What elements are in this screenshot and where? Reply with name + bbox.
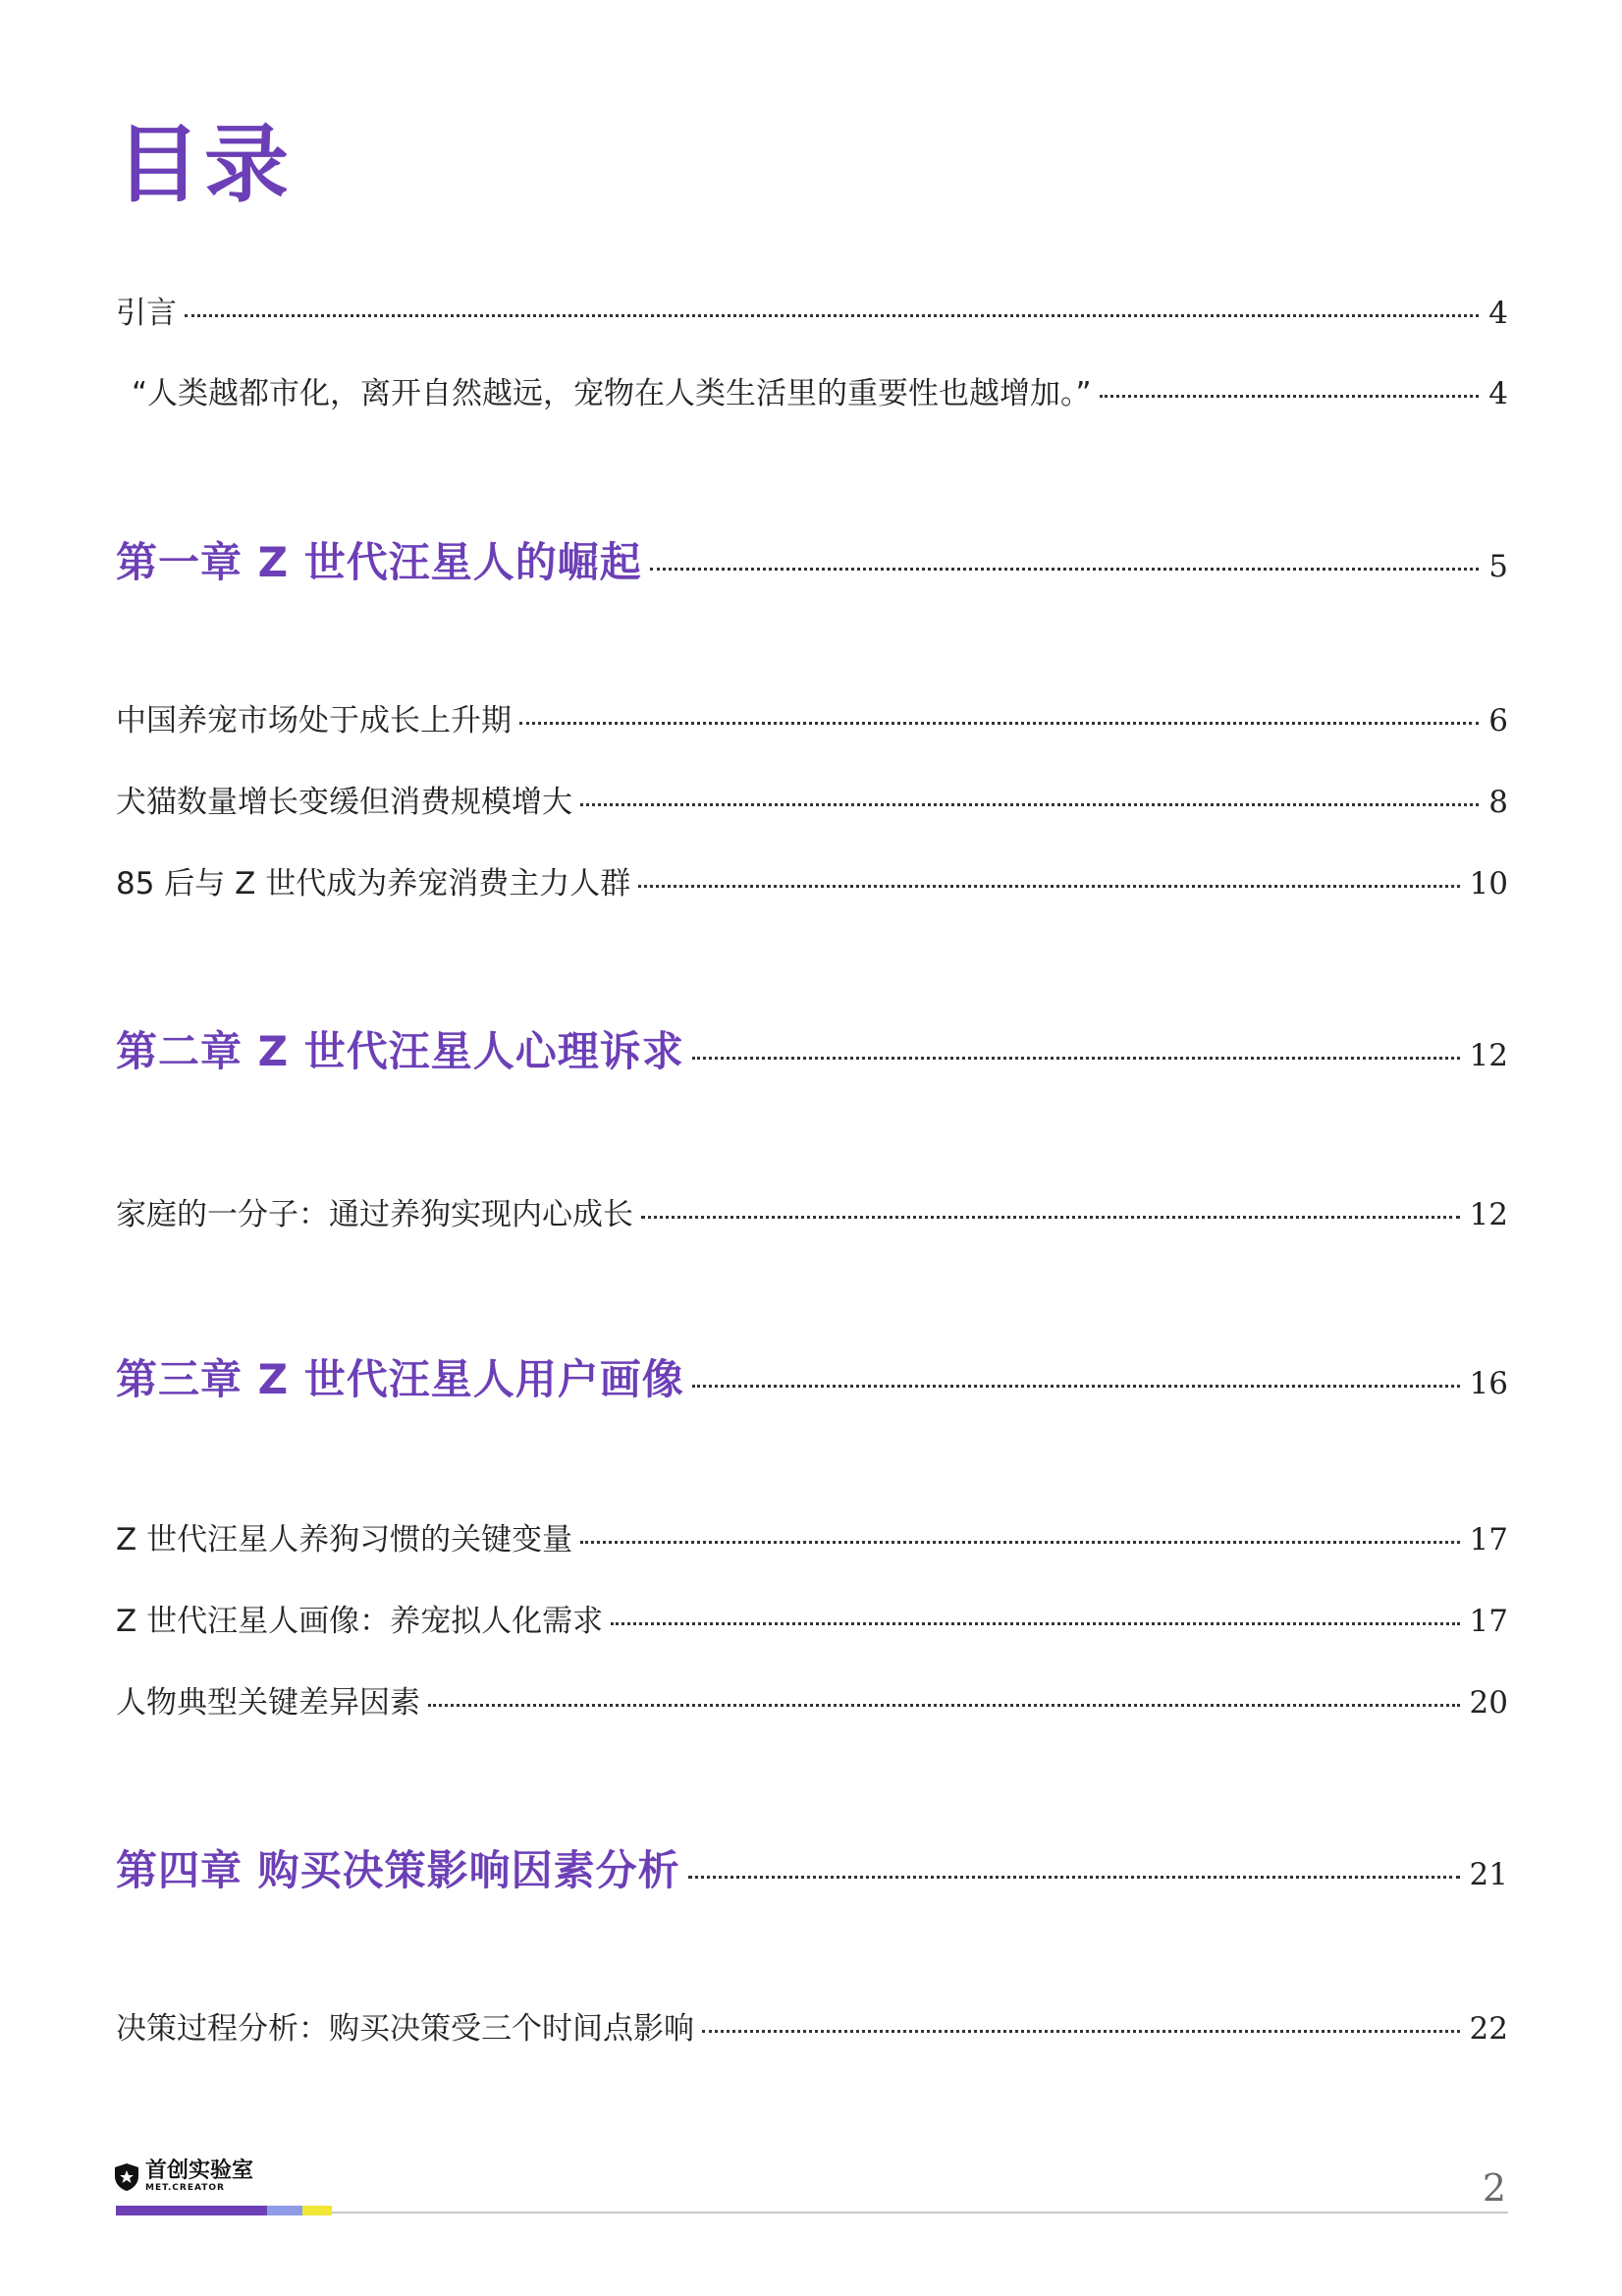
toc-entry-page: 20 <box>1469 1685 1508 1721</box>
toc-chapter-3[interactable] <box>116 1347 1508 1406</box>
footer-accent-bar-yellow <box>302 2206 332 2215</box>
dot-leader <box>185 314 1479 317</box>
dot-leader <box>692 1385 1460 1388</box>
toc-entry-page: 6 <box>1488 703 1508 738</box>
toc-chapter-label: 第三章 Z 世代汪星人用户画像 <box>116 1355 684 1403</box>
toc-entry-page: 10 <box>1469 866 1508 902</box>
toc-entry-page: 4 <box>1488 296 1508 331</box>
toc-entry-page: 12 <box>1469 1038 1508 1073</box>
toc-entry-label: 犬猫数量增长变缓但消费规模增大 <box>116 785 572 820</box>
toc-entry-3-2[interactable] <box>116 1596 1508 1640</box>
dot-leader <box>1100 395 1480 398</box>
dot-leader <box>580 803 1479 806</box>
toc-entry-page: 16 <box>1469 1366 1508 1401</box>
toc-entry-label: Z 世代汪星人养狗习惯的关键变量 <box>116 1522 573 1558</box>
toc-entry-1-3[interactable] <box>116 858 1508 902</box>
dot-leader <box>650 568 1480 571</box>
toc-entry-label: 中国养宠市场处于成长上升期 <box>116 703 512 738</box>
dot-leader <box>638 885 1459 888</box>
toc-entry-1-1[interactable] <box>116 695 1508 739</box>
toc-chapter-4[interactable] <box>116 1838 1508 1897</box>
toc-entry-2-1[interactable] <box>116 1189 1508 1233</box>
toc-entry-page: 17 <box>1469 1604 1508 1639</box>
toc-chapter-1[interactable] <box>116 530 1508 589</box>
dot-leader <box>692 1057 1460 1060</box>
dot-leader <box>428 1704 1460 1707</box>
dot-leader <box>702 2030 1460 2033</box>
page-number: 2 <box>1482 2166 1506 2210</box>
toc-entry-label: 家庭的一分子：通过养狗实现内心成长 <box>116 1197 633 1232</box>
toc-entry-3-3[interactable] <box>116 1677 1508 1722</box>
logo-text-cn: 首创实验室 <box>145 2159 254 2183</box>
toc-entry-page: 21 <box>1469 1857 1508 1892</box>
toc-entry-3-1[interactable] <box>116 1514 1508 1558</box>
toc-entry-page: 4 <box>1488 376 1508 411</box>
toc-entry-intro[interactable] <box>116 288 1508 332</box>
dot-leader <box>688 1876 1460 1879</box>
toc-entry-label: “人类越都市化，离开自然越远，宠物在人类生活里的重要性也越增加。” <box>132 376 1092 411</box>
toc-entry-page: 5 <box>1488 549 1508 584</box>
toc-entry-page: 12 <box>1469 1197 1508 1232</box>
toc-entry-label: 85 后与 Z 世代成为养宠消费主力人群 <box>116 866 631 902</box>
dot-leader <box>580 1541 1459 1544</box>
toc-entry-label: 引言 <box>116 296 177 331</box>
dot-leader <box>611 1622 1459 1625</box>
toc-entry-label: Z 世代汪星人画像：养宠拟人化需求 <box>116 1604 604 1639</box>
shield-logo-icon <box>114 2162 139 2192</box>
logo-text-en: MET.CREATOR <box>145 2183 225 2193</box>
toc-chapter-2[interactable] <box>116 1019 1508 1078</box>
toc-entry-page: 17 <box>1469 1522 1508 1558</box>
toc-entry-quote[interactable] <box>116 368 1508 412</box>
toc-chapter-label: 第二章 Z 世代汪星人心理诉求 <box>116 1027 684 1075</box>
toc-entry-page: 8 <box>1488 785 1508 820</box>
toc-entry-label: 人物典型关键差异因素 <box>116 1685 420 1721</box>
toc-entry-label: 决策过程分析：购买决策受三个时间点影响 <box>116 2011 694 2047</box>
dot-leader <box>519 722 1479 725</box>
toc-entry-1-2[interactable] <box>116 777 1508 821</box>
page-title: 目录 <box>116 116 293 214</box>
toc-chapter-label: 第四章 购买决策影响因素分析 <box>116 1846 680 1894</box>
footer-logo <box>114 2160 253 2193</box>
toc-entry-4-1[interactable] <box>116 2003 1508 2048</box>
footer-accent-bar-purple <box>116 2206 267 2215</box>
toc-entry-page: 22 <box>1469 2011 1508 2047</box>
dot-leader <box>641 1216 1460 1219</box>
toc-chapter-label: 第一章 Z 世代汪星人的崛起 <box>116 538 642 586</box>
footer-accent-bar-blue <box>267 2206 302 2215</box>
